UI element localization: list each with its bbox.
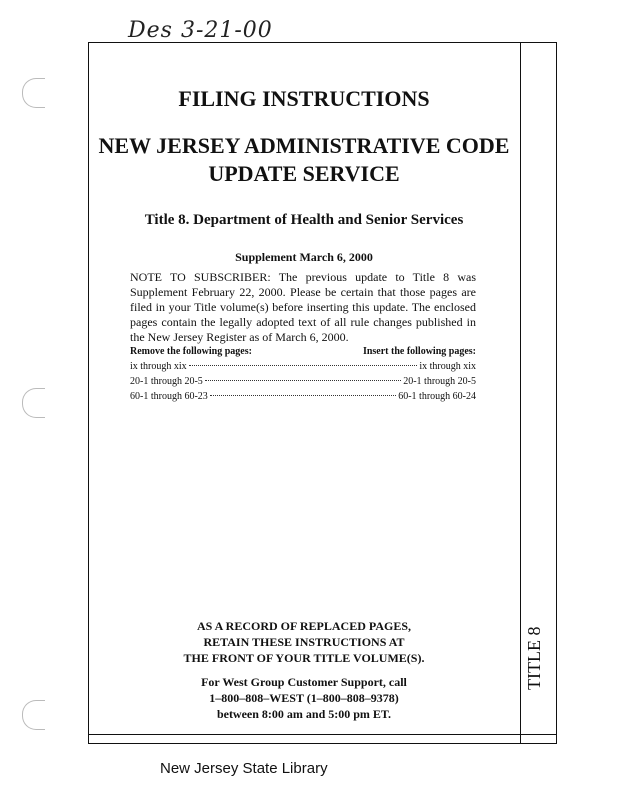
record-notice xyxy=(90,618,518,666)
insert-cell: ix through xix xyxy=(419,361,476,372)
remove-cell: ix through xix xyxy=(130,361,187,372)
library-stamp: New Jersey State Library xyxy=(160,760,328,777)
remove-cell: 20-1 through 20-5 xyxy=(130,376,203,387)
table-row xyxy=(130,389,476,404)
side-tab-label: TITLE 8 xyxy=(524,626,544,690)
remove-cell: 60-1 through 60-23 xyxy=(130,391,208,402)
support-phone: 1–800–808–WEST (1–800–808–9378) xyxy=(209,691,399,705)
insert-cell: 20-1 through 20-5 xyxy=(403,376,476,387)
pages-table xyxy=(130,346,476,404)
tab-divider xyxy=(520,42,521,744)
record-notice-line: THE FRONT OF YOUR TITLE VOLUME(S). xyxy=(183,651,425,665)
code-title-line: UPDATE SERVICE xyxy=(208,161,400,186)
leader-dots xyxy=(189,365,418,366)
title-line: Title 8. Department of Health and Senior Services xyxy=(144,212,464,228)
table-row xyxy=(130,374,476,389)
punch-hole xyxy=(22,388,45,418)
support-line: For West Group Customer Support, call xyxy=(201,675,407,689)
remove-header: Remove the following pages: xyxy=(130,346,252,357)
bottom-divider xyxy=(88,734,557,735)
record-notice-line: AS A RECORD OF REPLACED PAGES, xyxy=(196,619,412,633)
leader-dots xyxy=(205,380,401,381)
support-hours: between 8:00 am and 5:00 pm ET. xyxy=(216,707,392,721)
handwritten-note: Des 3-21-00 xyxy=(128,18,273,43)
subscriber-note: NOTE TO SUBSCRIBER: The previous update to Title 8 was Supplement February 22, 2000. Please be certain that those pages are filed in your Title volume(s) before inserting this update. The enclosed pages contain the legally adopted text of all rule changes published in the New Jersey Register as of March 6, 2000. xyxy=(130,270,476,344)
code-title-line: NEW JERSEY ADMINISTRATIVE CODE xyxy=(98,133,510,158)
insert-header: Insert the following pages: xyxy=(362,346,476,357)
punch-hole xyxy=(22,78,45,108)
insert-cell: 60-1 through 60-24 xyxy=(398,391,476,402)
support-info xyxy=(90,674,518,722)
record-notice-line: RETAIN THESE INSTRUCTIONS AT xyxy=(203,635,405,649)
supplement-date: Supplement March 6, 2000 xyxy=(235,250,373,264)
leader-dots xyxy=(210,395,396,396)
punch-hole xyxy=(22,700,45,730)
page-heading: FILING INSTRUCTIONS xyxy=(178,86,430,111)
code-title xyxy=(90,132,518,188)
table-row xyxy=(130,359,476,374)
